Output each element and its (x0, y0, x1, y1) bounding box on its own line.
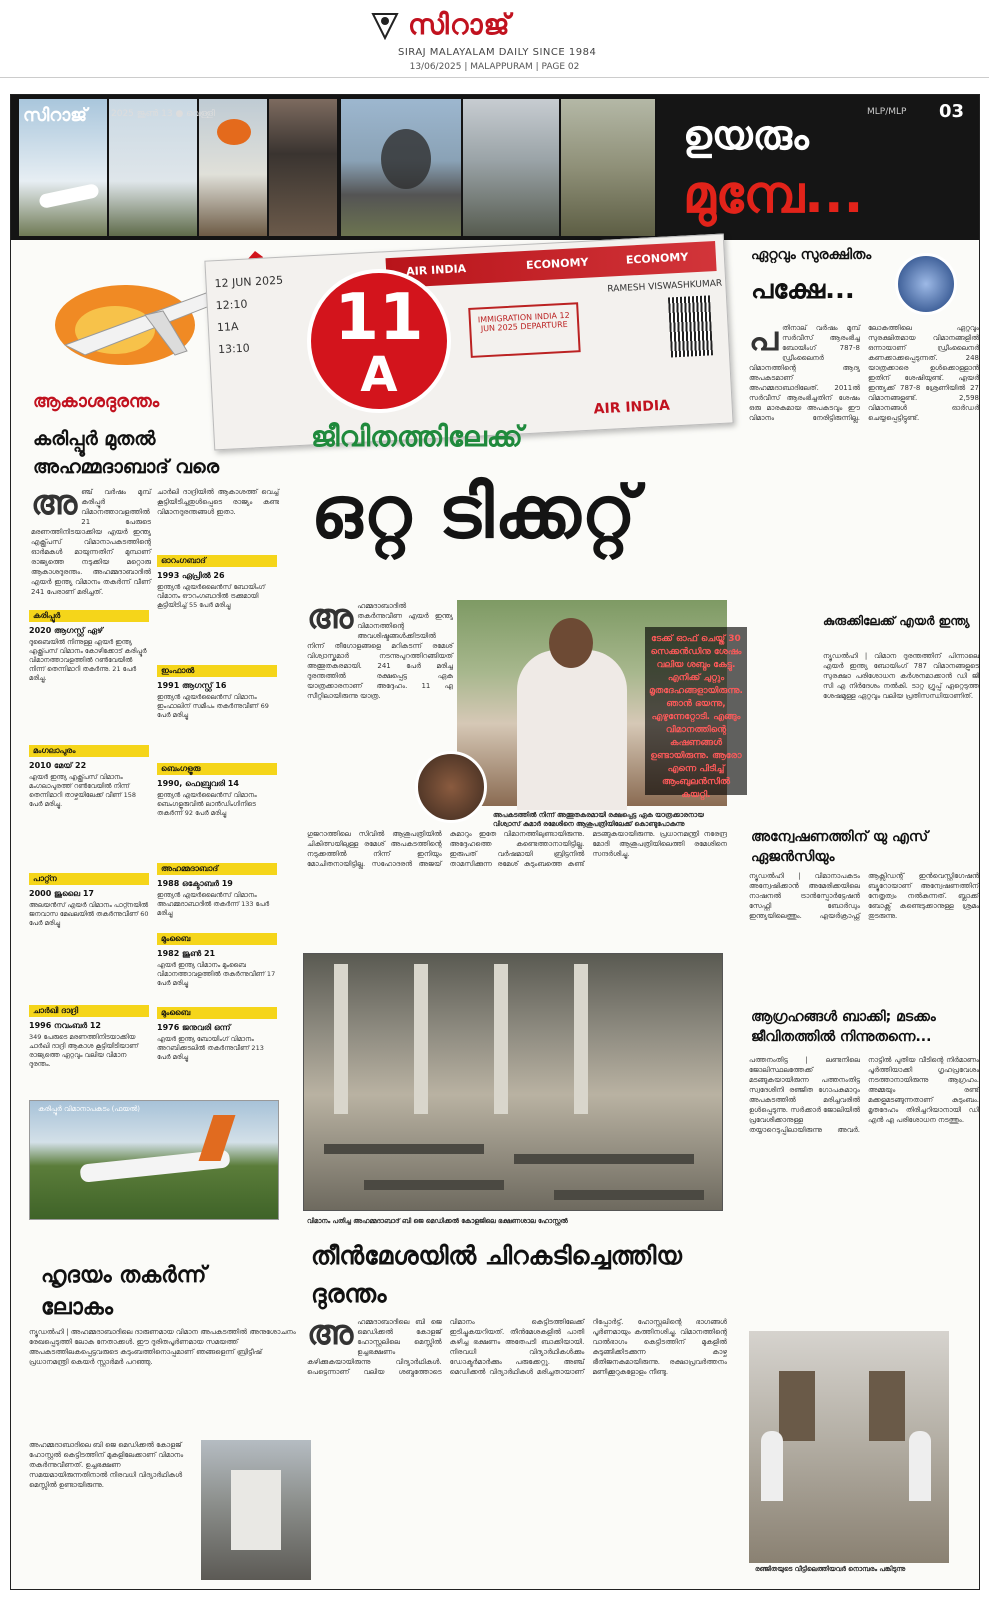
heart-headline: ഹൃദയം തകർന്ന് ലോകം (41, 1263, 207, 1320)
right-text-3: ന്യൂഡൽഹി | വിമാനാപകടം അന്വേഷിക്കാൻ അമേരിക്കയിലെ നാഷനൽ ട്രാൻസ്പോർട്ടേഷൻ സേഫ്റ്റി ബോർഡും ഇന്ത്യയിലെത്തും. എയർക്രാഫ്റ്റ് ആക്സിഡന്റ് ഇൻവെസ്റ്റിഗേഷൻ ബ്യൂറോയാണ് അന്വേഷണത്തിന് നേതൃത്വം നൽകുന്നത്. ബ്ലാക്ക് ബോക്സ് കണ്ടെടുക്കാനുള്ള ശ്രമം തുടരുന്നു. (749, 872, 979, 920)
right-kicker: ഏറ്റവും സുരക്ഷിതം (751, 247, 872, 263)
strip-photo-fire (269, 99, 337, 236)
mess-story-body: ഹമ്മദാബാദിലെ ബി ജെ മെഡിക്കൽ കോളജ് ഹോസ്റ്റലിലെ മെസ്സിൽ ഉച്ചഭക്ഷണം കഴിക്കുകയായിരുന്നു വിദ്യാർഥികൾ. പെട്ടെന്നാണ് വലിയ ശബ്ദത്തോടെ വിമാനം കെട്ടിടത്തിലേക്ക് ഇടിച്ചുകയറിയത്. തീൻമേശകളിൽ പാതി കഴിച്ച ഭക്ഷണം അതേപടി ബാക്കിയായി. നിരവധി വിദ്യാർഥികൾക്കും ഡോക്ടർമാർക്കും പരുക്കേറ്റു. അഞ്ച് മെഡിക്കൽ വിദ്യാർഥികൾ മരിച്ചതായാണ് റിപ്പോർട്ട്. ഹോസ്റ്റലിന്റെ ഭാഗങ്ങൾ പൂർണമായും കത്തിനശിച്ചു. വിമാനത്തിന്റെ വാൽഭാഗം കെട്ടിടത്തിന് മുകളിൽ കുടുങ്ങിക്കിടക്കുന്ന കാഴ്ച ഭീതിജനകമായിരുന്നു. രക്ഷാപ്രവർത്തനം മണിക്കൂറുകളോളം നീണ്ടു. (307, 1318, 727, 1376)
timeline-text: ഇന്ത്യൻ എയർലൈൻസ് വിമാനം അഹമ്മദാബാദിൽ തകർന്ന് 133 പേർ മരിച്ചു (157, 891, 270, 917)
timeline-date: 2020 ആഗസ്റ്റ് ഏഴ് (29, 626, 103, 635)
survivor-face-inset (415, 751, 487, 823)
ticket-class-2: ECONOMY (625, 250, 689, 267)
masthead-subtitle: SIRAJ MALAYALAM DAILY SINCE 1984 (398, 47, 597, 58)
immigration-stamp: IMMIGRATION INDIA 12 JUN 2025 DEPARTURE (468, 302, 580, 358)
timeline-tag: ഓറംഗബാദ് (157, 555, 277, 567)
headline-red: മുമ്പേ... (683, 165, 864, 225)
left-dropcap: അ (31, 483, 78, 523)
timeline-tag: ഇംഫാൽ (157, 665, 277, 677)
top-photo-strip (11, 95, 980, 240)
tail-on-building-photo (201, 1440, 311, 1580)
seat-letter: A (360, 347, 398, 403)
survivor-story-text-2: ഗുജറാത്തിലെ സിവിൽ ആശുപത്രിയിൽ ചികിത്സയിലുള്ള രമേശ് അപകടത്തിന്റെ നടുക്കത്തിൽ നിന്ന് ഇനിയും മോചിതനായിട്ടില്ല. സഹോദരൻ അജയ് കുമാറും ഇതേ വിമാനത്തിലുണ്ടായിരുന്നു. അദ്ദേഹത്തെ കണ്ടെത്താനായിട്ടില്ല. ഇരുപത് വർഷമായി ബ്രിട്ടനിൽ താമസിക്കുന്ന രമേശ് കുടുംബത്തെ കണ്ട് മടങ്ങുകയായിരുന്നു. പ്രധാനമന്ത്രി നരേന്ദ്ര മോദി ആശുപത്രിയിലെത്തി രമേശിനെ സന്ദർശിച്ചു. (307, 830, 727, 868)
timeline-text: അലയൻസ് എയർ വിമാനം പാറ്റ്നയിൽ ജനവാസ മേഖലയിൽ തകർന്നുവീണ് 60 പേർ മരിച്ചു (29, 901, 149, 927)
center-dropcap: അ (307, 597, 354, 637)
survivor-story-body: ഹമ്മദാബാദിൽ തകർന്നുവീണ എയർ ഇന്ത്യ വിമാനത്തിന്റെ അവശിഷ്ടങ്ങൾക്കിടയിൽ നിന്ന് തീഗോളങ്ങളെ മറികടന്ന് രമേശ് വിശ്വാസ്കുമാർ നടന്നുപുറത്തിറങ്ങിയത് അത്ഭുതകരമായി. 241 പേർ മരിച്ച ദുരന്തത്തിൽ രക്ഷപ്പെട്ട ഏക യാത്രക്കാരനാണ് അദ്ദേഹം. 11 എ സീറ്റിലായിരുന്നു യാത്ര. (307, 602, 453, 700)
right-headline-4: ആഗ്രഹങ്ങൾ ബാക്കി; മടക്കം ജീവിതത്തിൽ നിന്നുതന്നെ... (751, 1009, 936, 1045)
right-photo-caption: രഞ്ജിതയുടെ വീട്ടിലെത്തിയവർ നൊമ്പരം പങ്കിടുന്നു (755, 1565, 906, 1573)
left-lead-text-2: ചാർലി ദാദ്രിയിൽ ആകാശത്ത് വെച്ച് കൂട്ടിയിടിച്ചതുൾപ്പെടെ രാജ്യം കണ്ട വിമാനദുരന്തങ്ങൾ ഇതാ. (157, 488, 279, 516)
ticket-date: 12 JUN 2025 (214, 273, 284, 291)
headline-main: ഒറ്റ ടിക്കറ്റ് (311, 470, 637, 554)
survivor-photo-caption: അപകടത്തിൽ നിന്ന് അത്ഭുതകരമായി രക്ഷപ്പെട്ട ഏക യാത്രക്കാരനായ വിശ്വാസ് കുമാർ രമേശിനെ ആശുപത്രിയിലേക്ക് കൊണ്ടുപോകുന്നു (493, 811, 704, 828)
ticket-passenger: RAMESH VISWASHKUMAR (607, 278, 723, 295)
newspaper-page (10, 94, 980, 1590)
ranjitha-home-photo (749, 1331, 949, 1563)
timeline-tag: മുംബൈ (157, 933, 277, 945)
ruins-text: അഹമ്മദാബാദിലെ ബി ജെ മെഡിക്കൽ കോളജ് ഹോസ്റ്റൽ കെട്ടിടത്തിന് മുകളിലേക്കാണ് വിമാനം തകർന്നുവീണത്. ഉച്ചഭക്ഷണ സമയമായിരുന്നതിനാൽ നിരവധി വിദ്യാർഥികൾ മെസ്സിൽ ഉണ്ടായിരുന്നു. (29, 1441, 184, 1489)
mess-headline: തീൻമേശയിൽ ചിറകടിച്ചെത്തിയ ദുരന്തം (311, 1241, 682, 1308)
timeline-text: ഇന്ത്യൻ എയർലൈൻസ് വിമാനം ഇംഫാലിന് സമീപം തകർന്നുവീണ് 69 പേർ മരിച്ചു (157, 693, 269, 719)
strip-date: 2025 ജൂൺ 13 ● വെള്ളി (111, 109, 215, 119)
right-headline-3: അന്വേഷണത്തിന് യു എസ് ഏജൻസിയും (751, 829, 929, 865)
timeline-text: ഇന്ത്യൻ എയർലൈൻസ് വിമാനം ബെംഗളൂരുവിൽ ലാൻഡിംഗിനിടെ തകർന്ന് 92 പേർ മരിച്ചു (157, 791, 257, 817)
right-dropcap: പ (749, 319, 779, 359)
boarding-pass (204, 234, 733, 451)
strip-photo-descent (109, 99, 197, 236)
timeline-text: ഇന്ത്യൻ എയർലൈൻസ് ബോയിംഗ് വിമാനം ഔറംഗബാദിൽ ട്രക്കുമായി കൂട്ടിയിടിച്ച് 55 പേർ മരിച്ചു (157, 583, 266, 609)
strip-photo-smoke (341, 99, 461, 236)
page-number: 03 (939, 101, 965, 122)
right-text-1-body: തിനാല് വർഷം മുമ്പ് സർവീസ് ആരംഭിച്ച ബോയിംഗ് 787-8 ഡ്രീംലൈനർ വിമാനത്തിന്റെ ആദ്യ അപകടമാണ് അഹമ്മദാബാദിലേത്. 2011ൽ സർവീസ് ആരംഭിച്ചതിന് ശേഷം ഒരു മാരകമായ അപകടവും ഈ വിമാനം നേരിട്ടിരുന്നില്ല. ലോകത്തിലെ ഏറ്റവും സുരക്ഷിതമായ വിമാനങ്ങളിൽ ഒന്നായാണ് ഡ്രീംലൈനർ കണക്കാക്കപ്പെടുന്നത്. 248 യാത്രക്കാരെ ഉൾക്കൊള്ളാൻ ഇതിന് ശേഷിയുണ്ട്. എയർ ഇന്ത്യക്ക് 787-8 ശ്രേണിയിൽ 27 വിമാനങ്ങളുണ്ട്. 2,598 വിമാനങ്ങൾ ഓർഡർ ചെയ്യപ്പെട്ടിട്ടുണ്ട്. (749, 324, 979, 422)
ticket-class-1: ECONOMY (525, 255, 589, 272)
seat-number: 11 (334, 281, 424, 355)
left-lead-text (31, 483, 151, 617)
right-text-1 (749, 319, 979, 603)
headline-panel (657, 95, 980, 240)
hostel-photo-caption: വിമാനം പതിച്ച അഹമ്മദാബാദ് ബി ജെ മെഡിക്കൽ കോളജിലെ ഭക്ഷണശാല ഹോസ്റ്റൽ (307, 1217, 568, 1225)
timeline-date: 1982 ജൂൺ 21 (157, 949, 216, 958)
right-headline-2: കുരുക്കിലേക്ക് എയർ ഇന്ത്യ (823, 614, 970, 628)
timeline-date: 1993 ഏപ്രിൽ 26 (157, 571, 225, 580)
timeline-text: എയർ ഇന്ത്യ ബോയിംഗ് വിമാനം അറബിക്കടലിൽ തകർന്നുവീണ് 213 പേർ മരിച്ചു (157, 1035, 264, 1061)
ticket-airline: AIR INDIA (405, 262, 467, 279)
left-headline: കരിപ്പൂർ മുതൽ അഹമ്മദാബാദ് വരെ (33, 428, 220, 478)
strip-photo-firefighters (463, 99, 559, 236)
ticket-seat: 11A (216, 320, 239, 335)
timeline-tag: കരിപ്പൂർ (29, 610, 149, 622)
heart-text: ന്യൂഡൽഹി | അഹമ്മദാബാദിലെ ദാരുണമായ വിമാന അപകടത്തിൽ അനുശോചനം രേഖപ്പെടുത്തി ലോക നേതാക്കൾ. ഈ ദുരിതപൂർണമായ സമയത്ത് അപകടത്തിലകപ്പെട്ടവരുടെ കുടുംബത്തിനൊപ്പമാണ് ഞങ്ങളെന്ന് ബ്രിട്ടീഷ് പ്രധാനമന്ത്രി കെയർ സ്റ്റാർമർ പറഞ്ഞു. (29, 1328, 296, 1366)
mess-story-text (307, 1313, 727, 1567)
seat-badge (307, 269, 451, 413)
timeline-date: 1990, ഫെബ്രുവരി 14 (157, 779, 239, 788)
timeline-tag: ചാർഖി ദാദ്രി (29, 1005, 149, 1017)
right-headline: പക്ഷേ... (751, 275, 855, 305)
left-kicker: ആകാശദുരന്തം (33, 391, 160, 412)
survivor-quote: ടേക്ക് ഓഫ് ചെയ്ത് 30 സെക്കൻഡിനു ശേഷം വലിയ ശബ്ദം കേട്ടു. എനിക്ക് ചുറ്റും മൃതദേഹങ്ങളായിരുന്നു. ഞാൻ ഭയന്നു, എഴുന്നേറ്റോടി. എങ്ങും വിമാനത്തിന്റെ കഷണങ്ങൾ ഉണ്ടായിരുന്നു. ആരോ എന്നെ പിടിച്ച് ആംബുലൻസിൽ കയറ്റി. (645, 627, 747, 795)
ticket-brand: AIR INDIA (593, 397, 671, 418)
masthead (0, 0, 989, 78)
barcode (668, 295, 713, 357)
logo[interactable] (370, 8, 511, 42)
timeline-date: 2000 ജൂലൈ 17 (29, 889, 94, 898)
headline-green: ജീവിതത്തിലേക്ക് (311, 420, 523, 453)
timeline-date: 1976 ജനുവരി ഒന്ന് (157, 1023, 231, 1032)
strip-logo: സിറാജ് (23, 105, 88, 126)
timeline-date: 2010 മേയ് 22 (29, 761, 87, 770)
timeline-tag: മംഗലാപുരം (29, 745, 149, 757)
headline-white: ഉയരും (683, 113, 809, 159)
timeline-tag: ബെംഗളൂരു (157, 763, 277, 775)
timeline-tag: അഹമ്മദാബാദ് (157, 863, 277, 875)
timeline-tag: മുംബൈ (157, 1007, 277, 1019)
cockpit-inset (895, 253, 957, 315)
right-text-2: ന്യൂഡൽഹി | വിമാന ദുരന്തത്തിന് പിന്നാലെ എയർ ഇന്ത്യ ബോയിംഗ് 787 വിമാനങ്ങളുടെ സുരക്ഷാ പരിശോധന കർശനമാക്കാൻ ഡി ജി സി എ നിർദേശം നൽകി. ടാറ്റ ഗ്രൂപ്പ് ഏറ്റെടുത്ത ശേഷമുള്ള ഏറ്റവും വലിയ പ്രതിസന്ധിയാണിത്. (823, 652, 979, 700)
timeline-text: 349 പേരുടെ മരണത്തിനിടയാക്കിയ ചാർഖി ദാദ്രി ആകാശ കൂട്ടിയിടിയാണ് രാജ്യത്തെ ഏറ്റവും വലിയ വിമാന ദുരന്തം. (29, 1033, 139, 1068)
karipur-photo-caption: കരിപ്പൂർ വിമാനാപകടം (ഫയൽ) (38, 1105, 141, 1113)
dateline: 13/06/2025 | MALAPPURAM | PAGE 02 (409, 62, 580, 72)
edition-code: MLP/MLP (867, 107, 907, 117)
timeline-date: 1991 ആഗസ്റ്റ് 16 (157, 681, 227, 690)
hostel-mess-photo (303, 953, 723, 1211)
logo-text: സിറാജ് (408, 8, 511, 41)
ticket-stub (214, 269, 312, 433)
ticket-time-2: 13:10 (217, 341, 251, 357)
emblem-icon (370, 10, 400, 40)
strip-photo-wreckage (561, 99, 655, 236)
strip-photo-impact (199, 99, 267, 236)
timeline-text: എയർ ഇന്ത്യ എക്സ്പ്രസ് വിമാനം മംഗലാപുരത്ത് റൺവേയിൽ നിന്ന് തെന്നിമാറി താഴ്ചയിലേക്ക് വീണ് 158 പേർ മരിച്ചു. (29, 773, 137, 808)
ticket-time-1: 12:10 (215, 297, 248, 313)
timeline-text: ദുബൈയിൽ നിന്നുള്ള എയർ ഇന്ത്യ എക്സ്പ്രസ് വിമാനം കോഴിക്കോട് കരിപ്പൂർ വിമാനത്താവളത്തിൽ റൺവേയിൽ നിന്ന് തെന്നിമാറി തകർന്നു. 21 പേർ മരിച്ചു. (29, 638, 147, 682)
mess-dropcap: അ (307, 1313, 354, 1353)
timeline-tag: പാറ്റ്ന (29, 873, 149, 885)
left-lead-body: ഞ്ച് വർഷം മുമ്പ് കരിപ്പൂർ വിമാനത്താവളത്തിൽ 21 പേരുടെ മരണത്തിനിടയാക്കിയ എയർ ഇന്ത്യ എക്സ്പ്രസ് വിമാനാപകടത്തിന്റെ ഓർമകൾ മായുന്നതിന് മുമ്പാണ് രാജ്യത്തെ നടുക്കിയ മറ്റൊരു ആകാശദുരന്തം. അഹമ്മദാബാദിൽ എയർ ഇന്ത്യ വിമാനം തകർന്ന് വീണ് 241 പേരാണ് മരിച്ചത്. (31, 488, 151, 596)
timeline-text: എയർ ഇന്ത്യ വിമാനം മുംബൈ വിമാനത്താവളത്തിൽ തകർന്നുവീണ് 17 പേർ മരിച്ചു (157, 961, 276, 987)
timeline-date: 1996 നവംബർ 12 (29, 1021, 101, 1030)
karipur-crash-photo (29, 1100, 279, 1220)
right-text-4: പത്തനംതിട്ട | ലണ്ടനിലെ ജോലിസ്ഥലത്തേക്ക് മടങ്ങുകയായിരുന്ന പത്തനംതിട്ട സ്വദേശിനി രഞ്ജിത ഗോപകുമാറും അപകടത്തിൽ മരിച്ചവരിൽ ഉൾപ്പെടുന്നു. സർക്കാർ ജോലിയിൽ പ്രവേശിക്കാനുള്ള തയ്യാറെടുപ്പിലായിരുന്നു അവർ. നാട്ടിൽ പുതിയ വീടിന്റെ നിർമാണം പൂർത്തിയാക്കി ഗൃഹപ്രവേശം നടത്താനായിരുന്നു ആഗ്രഹം. അമ്മയും രണ്ട് മക്കളുമടങ്ങുന്നതാണ് കുടുംബം. മൃതദേഹം തിരിച്ചറിയാനായി ഡി എൻ എ പരിശോധന നടത്തും. (749, 1056, 979, 1134)
timeline-date: 1988 ഒക്ടോബർ 19 (157, 879, 233, 888)
